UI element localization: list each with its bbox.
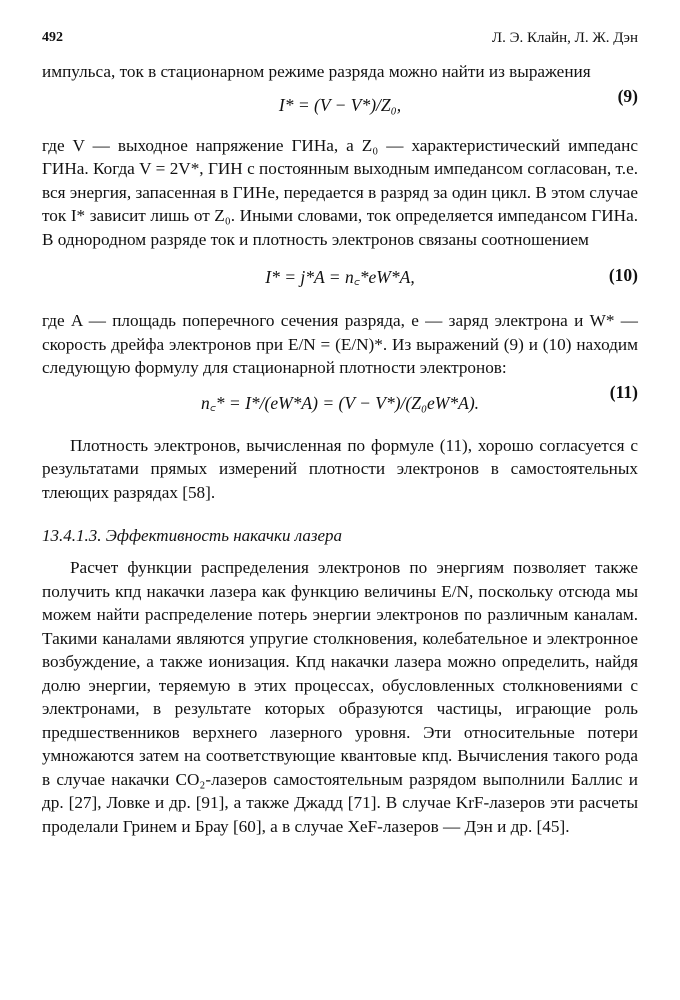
equation-10 [42, 251, 638, 303]
paragraph-3: где A — площадь поперечного сечения разряда, e — заряд электрона и W* — скорость дрейфа электронов при E/N = (E/N)*. Из выражений (9) и (10) находим следующую формулу для стационарной плотности электронов: [42, 311, 638, 377]
page-header [42, 24, 638, 54]
equation-9-number: (9) [617, 85, 638, 106]
equation-10-formula: I* = j*A = n꜀*eW*A, [265, 267, 415, 287]
paragraph-2: где V — выходное напряжение ГИНа, а Z₀ — характеристический импеданс ГИНа. Когда V = 2V*, ГИН с постоянным выходным импедансом согласован, т.е. вся энергия, запасенная в ГИНе, передается в разряд за один цикл. В этом случае ток I* зависит лишь от Z₀. Иными словами, ток определяется импедансом ГИНа. В однородном разряде ток и плотность электронов связаны соотношением [42, 135, 638, 249]
equation-9 [42, 84, 638, 128]
paragraph-5: Расчет функции распределения электронов по энергиям позволяет также получить кпд накачки лазера как функцию величины E/N, поскольку отсюда мы можем найти распределение потерь энергии электронов по различным каналам. Такими каналами являются упругие столкновения, колебательное и электронное возбуждение, а также ионизация. Кпд накачки лазера можно определить, найдя долю энергии, теряемую в этих процессах, обусловленных столкновениями с электронами, в результате которых образуются частицы, играющие роль предшественников верхнего лазерного уровня. Эти относительные потери умножаются затем на соответствующие квантовые кпд. Вычисления такого рода в случае накачки CO₂-лазеров самостоятельным разрядом выполнили Баллис и др. [27], Ловке и др. [91], а также Джадд [71]. В случае KrF-лазеров эти расчеты проделали Гринем и Брау [60], а в случае XeF-лазеров — Дэн и др. [45]. [42, 558, 638, 836]
paragraph-1: импульса, ток в стационарном режиме разряда можно найти из выражения [42, 62, 591, 81]
equation-11 [42, 380, 638, 424]
equation-11-formula: n꜀* = I*/(eW*A) = (V − V*)/(Z₀eW*A). [200, 392, 480, 413]
equation-9-formula: I* = (V − V*)/Z₀, [278, 94, 402, 115]
paragraph-4: Плотность электронов, вычисленная по формуле (11), хорошо согласуется с результатами прямых измерений плотности электронов в самостоятельных тлеющих разрядах [58]. [42, 435, 638, 502]
running-head: Л. Э. Клайн, Л. Ж. Дэн [491, 30, 638, 46]
page-number: 492 [42, 30, 63, 45]
equation-11-number: (11) [609, 381, 638, 402]
document-page [42, 24, 638, 838]
section-title: 13.4.1.3. Эффективность накачки лазера [42, 526, 343, 545]
equation-10-number: (10) [608, 265, 638, 285]
